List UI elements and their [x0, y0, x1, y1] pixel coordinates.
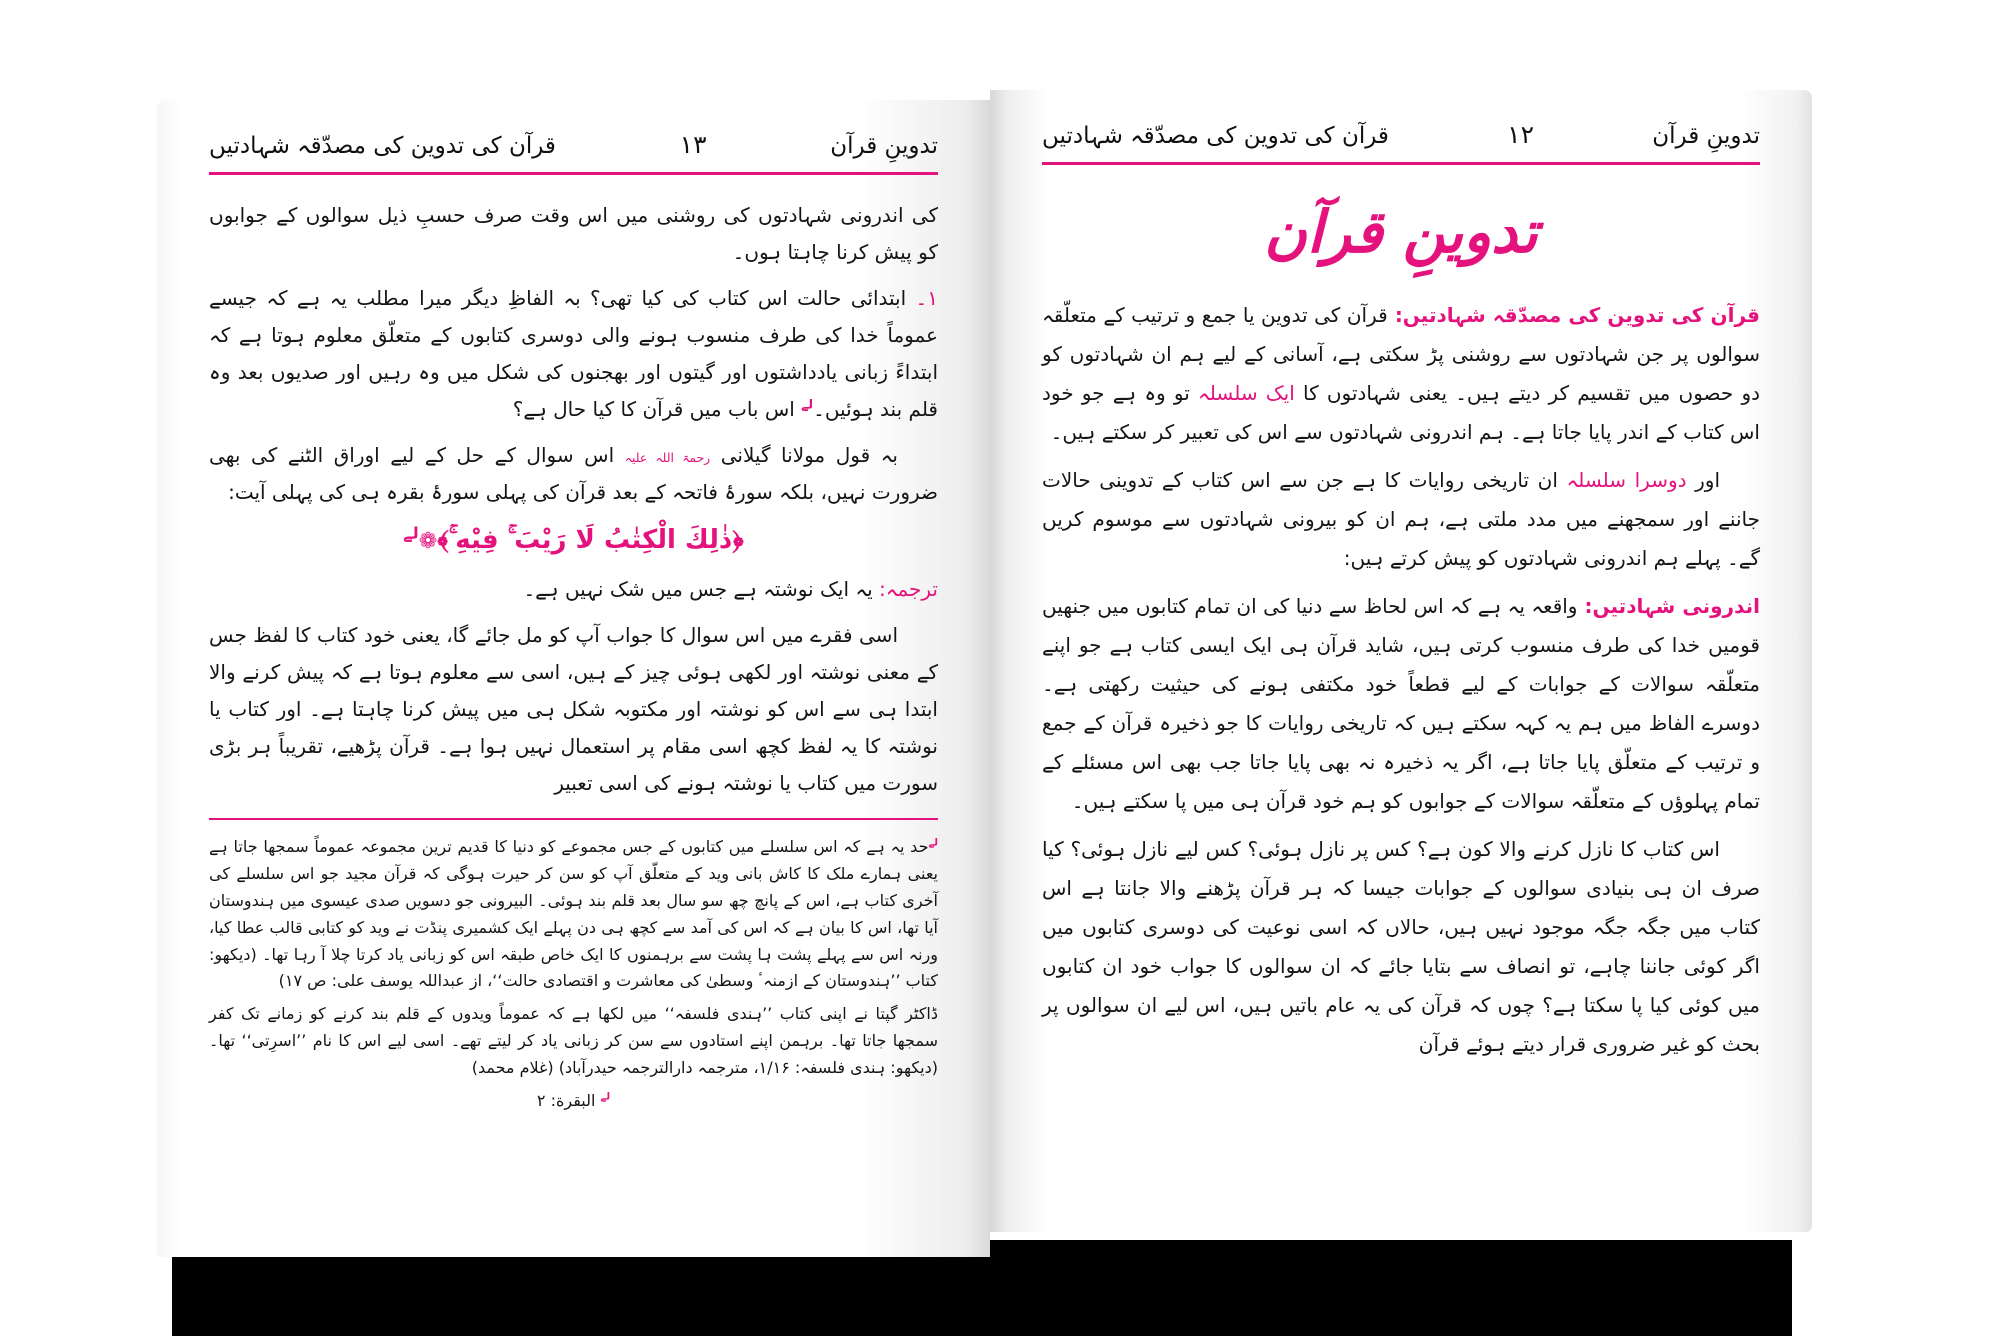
text-run: اس سوال کے حل کے لیے اوراق الٹنے کی بھی ضرورت نہیں، بلکہ سورۂ فاتحہ کے بعد قرآن کی پہلی سورۂ بقرہ ہی کی پہلی آیت:: [209, 442, 938, 504]
footnote-marker: لے: [801, 395, 814, 411]
page-right: [990, 90, 1812, 1232]
footnote-marker: لے: [600, 1091, 611, 1103]
accent-text-run: ترجمہ:: [872, 577, 938, 602]
footnote: [209, 1088, 938, 1115]
paragraph: [209, 617, 938, 802]
text-run: اس باب میں قرآن کا کیا حال ہے؟: [512, 396, 802, 421]
running-title-left: قرآن کی تدوین کی مصدّقہ شہادتیں: [1042, 123, 1389, 149]
accent-text-run: ۱۔: [906, 285, 938, 310]
paragraph: [209, 571, 938, 608]
footnote-separator-rule: [209, 818, 938, 820]
text-run: ڈاکٹر گپتا نے اپنی کتاب ’’ہندی فلسفہ‘‘ میں لکھا ہے کہ عموماً ویدوں کے قلم بند کرنے کو زمانے تک کفر سمجھا جاتا تھا۔ برہمن اپنے استادوں سے سن کر زبانی یاد کر لیتے تھے۔ اسی لیے اس کا نام ’’اسرِتی‘‘ تھا۔ (دیکھو: ہندی فلسفہ: ۱/۱۶، مترجمہ دارالترجمہ حیدرآباد) (غلام محمد): [209, 1004, 938, 1078]
text-run: واقعہ یہ ہے کہ اس لحاظ سے دنیا کی ان تمام کتابوں میں جنھیں قومیں خدا کی طرف منسوب کرتی ہیں، شاید قرآن ہی ایک ایسی کتاب ہے جو اپنے متعلّقہ سوالات کے جوابات کے لیے قطعاً خود مکتفی ہونے کی حیثیت رکھتی ہے۔ دوسرے الفاظ میں ہم یہ کہہ سکتے ہیں کہ تاریخی روایات کا جو ذخیرہ قرآن کے جمع و ترتیب کے متعلّق پایا جاتا ہے، اگر یہ ذخیرہ نہ بھی پایا جاتا جب بھی اس مسئلے کے تمام پہلوؤں کے متعلّقہ سوالات کے جوابوں کو ہم خود قرآن ہی میں پا سکتے ہیں۔: [1042, 593, 1760, 813]
text-run: بہ قول مولانا گیلانی: [710, 442, 898, 467]
accent-text-run: اندرونی شہادتیں:: [1577, 593, 1760, 618]
chapter-title: تدوینِ قرآن: [1264, 197, 1538, 266]
page-left-inner: [157, 100, 990, 1257]
accent-text-run: قرآن کی تدوین کی مصدّقہ شہادتیں:: [1387, 302, 1761, 327]
accent-text-run: ﴿ذٰلِكَ الْكِتٰبُ لَا رَيْبَ ۚ فِيْهِ ۚ﴾: [437, 524, 744, 555]
paragraph: [209, 280, 938, 428]
footnote: [209, 1001, 938, 1082]
text-run: تو وہ ہے جو خود اس کتاب کے اندر پایا جاتا ہے۔ ہم اندرونی شہادتوں سے اس کی تعبیر کر سکتے ہیں۔: [1042, 380, 1760, 444]
text-run: اس کتاب کا نازل کرنے والا کون ہے؟ کس پر نازل ہوئی؟ کس لیے نازل ہوئی؟ کیا صرف ان ہی بنیادی سوالوں کے جوابات جیسا کہ ہر قرآن پڑھنے والا جانتا ہے اس کتاب میں جگہ جگہ موجود نہیں ہیں، حالاں کہ اسی نوعیت کی دوسری کتابوں میں اگر کوئی جاننا چاہے، تو انصاف سے بتایا جائے کہ ان سوالوں کا جواب خود ان کتابوں میں کوئی کیا پا سکتا ہے؟ چوں کہ قرآن کی یہ عام باتیں ہیں، اس لیے ان سوالوں پر بحث کو غیر ضروری قرار دیتے ہوئے قرآن: [1042, 836, 1760, 1056]
text-run: قرآن کی تدوین یا جمع و ترتیب کے متعلّقہ سوالوں پر جن شہادتوں سے روشنی پڑ سکتی ہے، آسانی کے لیے ہم ان شہادتوں کو دو حصوں میں تقسیم کر دیتے ہیں۔ یعنی شہادتوں کا: [1042, 302, 1761, 405]
running-title-right: تدوینِ قرآن: [830, 133, 938, 159]
accent-text-run: ایک سلسلہ: [1198, 380, 1295, 405]
accent-text-run: دوسرا سلسلہ: [1566, 467, 1687, 492]
paragraph: [1042, 296, 1760, 452]
paragraph: [209, 197, 938, 271]
page-right-inner: [990, 90, 1812, 1232]
text-run: ابتدائی حالت اس کتاب کی کیا تھی؟ بہ الفاظِ دیگر میرا مطلب یہ ہے کہ جیسے عموماً خدا کی طرف منسوب ہونے والی دوسری کتابوں کے متعلّق معلوم ہوتا ہے کہ ابتداءً زبانی یادداشتوں اور گیتوں اور بھجنوں کی شکل میں وہ رہیں اور صدیوں بعد وہ قلم بند ہوئیں۔: [209, 285, 938, 421]
quran-verse: [209, 520, 938, 562]
accent-text-run: رحمۃ اللہ علیہ: [624, 449, 711, 465]
footnote: [209, 834, 938, 995]
verse-ornament-icon: ❁: [418, 527, 438, 554]
footnote-marker: لے: [403, 522, 419, 542]
page-number-left: ۱۳: [679, 130, 707, 159]
left-page-body: [209, 197, 938, 803]
paragraph: [1042, 587, 1760, 821]
page-number-right: ۱۲: [1507, 120, 1534, 149]
paragraph: [1042, 461, 1760, 578]
text-run: اور: [1686, 467, 1720, 492]
header-rule: [1042, 162, 1760, 165]
running-title-left: قرآن کی تدوین کی مصدّقہ شہادتیں: [209, 133, 556, 159]
page-left: [157, 100, 990, 1257]
paragraph: [1042, 830, 1760, 1064]
text-run: کی اندرونی شہادتوں کی روشنی میں اس وقت صرف حسبِ ذیل سوالوں کے جوابوں کو پیش کرنا چاہتا ہوں۔: [209, 202, 938, 264]
paragraph: [209, 437, 938, 511]
running-title-right: تدوینِ قرآن: [1652, 123, 1760, 149]
text-run: یہ ایک نوشتہ ہے جس میں شک نہیں ہے۔: [523, 577, 873, 602]
page-header-left: [209, 126, 938, 164]
text-run: اسی فقرے میں اس سوال کا جواب آپ کو مل جائے گا، یعنی خود کتاب کا لفظ جس کے معنی نوشتہ اور لکھی ہوئی چیز کے ہیں، اسی سے معلوم ہوتا ہے کہ پیش کرنے والا ابتدا ہی سے اس کو نوشتہ اور مکتوبہ شکل ہی میں پیش کرنا چاہتا ہے۔ اور کتاب یا نوشتہ کا یہ لفظ کچھ اسی مقام پر استعمال نہیں ہوا ہے۔ قرآن پڑھیے، تقریباً ہر بڑی سورت میں کتاب یا نوشتہ ہونے کی اسی تعبیر: [209, 623, 938, 796]
text-run: حد یہ ہے کہ اس سلسلے میں کتابوں کے جس مجموعے کو دنیا کا قدیم ترین مجموعہ عموماً سمجھا جاتا ہے یعنی ہمارے ملک کا کاش بانی وید کے متعلّق آپ کو سن کر حیرت ہوگی کہ قرآن مجید جو اس سلسلے کی آخری کتاب ہے، اس کے پانچ چھ سو سال بعد قلم بند ہوئی۔ البیرونی جو دسویں صدی عیسوی میں ہندوستان آیا تھا، اس کا بیان ہے کہ اس کی آمد سے کچھ ہی دن پہلے ایک کشمیری پنڈت نے وید کو کتابی قالب عطا کیا، ورنہ اس سے پہلے پشت ہا پشت سے برہمنوں کا ایک خاص طبقہ اس کو زبانی یاد کرتا چلا آ رہا تھا۔ (دیکھو: کتاب ’’ہندوستان کے ازمنہٴ وسطیٰ کی معاشرت و اقتصادی حالت‘‘، از عبداللہ یوسف علی: ص ۱۷): [209, 837, 938, 991]
footnote-marker: لے: [928, 837, 938, 849]
left-page-footnotes: [209, 834, 938, 1115]
text-run: ان تاریخی روایات کا ہے جن سے اس کتاب کے تدوینی حالات جاننے اور سمجھنے میں مدد ملتی ہے، ہم ان کو بیرونی شہادتوں سے موسوم کریں گے۔ پہلے ہم اندرونی شہادتوں کو پیش کرتے ہیں:: [1042, 467, 1760, 570]
text-run: البقرة: ۲: [536, 1090, 601, 1110]
page-header-right: [1042, 116, 1760, 154]
right-page-body: [1042, 296, 1760, 1064]
header-rule: [209, 172, 938, 175]
